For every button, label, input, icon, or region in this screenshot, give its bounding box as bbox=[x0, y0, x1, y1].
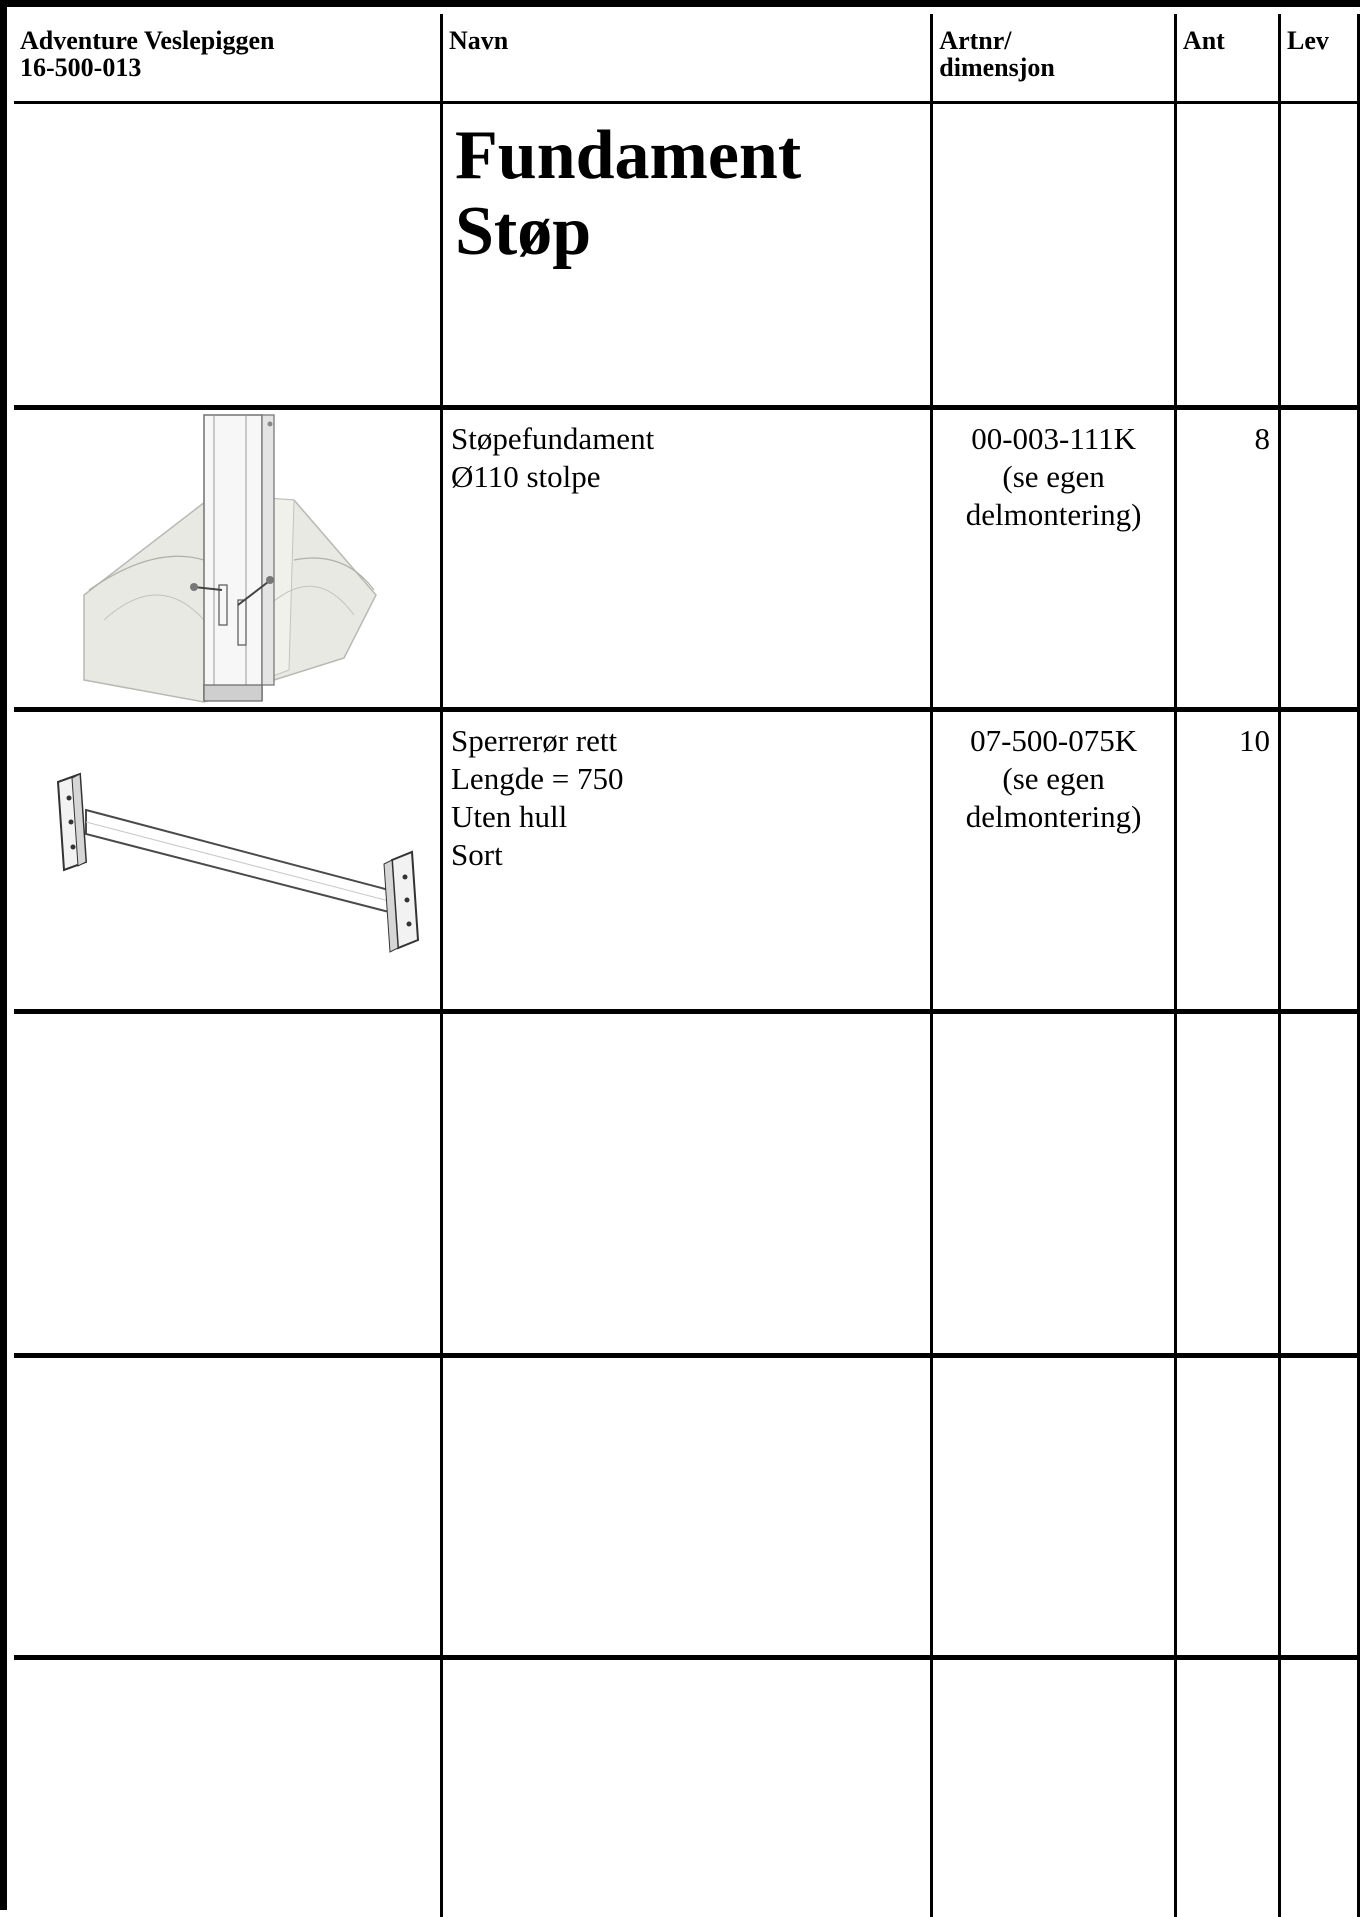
column-header-name: Navn bbox=[449, 26, 509, 55]
item-artnr-note: (se egen bbox=[1002, 760, 1105, 796]
section-title-cell bbox=[442, 102, 932, 407]
item-artnr-note: (se egen bbox=[1002, 458, 1105, 494]
empty-cell bbox=[932, 1355, 1176, 1657]
empty-cell bbox=[1279, 1355, 1358, 1657]
empty-cell bbox=[14, 1657, 442, 1917]
straight-rail-illustration bbox=[14, 712, 440, 1007]
section-title-row bbox=[14, 102, 1359, 407]
section-qty-cell bbox=[1175, 102, 1279, 407]
item-artnr-note: delmontering) bbox=[965, 496, 1142, 532]
item-qty-cell bbox=[1175, 709, 1279, 1011]
item-artnr-cell bbox=[932, 407, 1176, 709]
empty-cell bbox=[1175, 1355, 1279, 1657]
section-title-line2: Støp bbox=[455, 192, 592, 270]
item-name-cell bbox=[442, 709, 932, 1011]
item-delivered-cell bbox=[1279, 709, 1358, 1011]
item-artnr: 07-500-075K bbox=[970, 722, 1138, 758]
header-delivered-cell bbox=[1279, 14, 1358, 102]
item-name-line: Lengde = 750 bbox=[451, 760, 624, 796]
header-artnr-cell bbox=[932, 14, 1176, 102]
item-qty: 10 bbox=[1238, 722, 1270, 758]
item-name-line: Sperrerør rett bbox=[451, 722, 618, 758]
empty-cell bbox=[442, 1011, 932, 1355]
item-name-line: Støpefundament bbox=[451, 420, 655, 456]
item-image-cell bbox=[14, 709, 442, 1011]
empty-table-row bbox=[14, 1657, 1359, 1917]
empty-cell bbox=[1175, 1011, 1279, 1355]
item-name-cell bbox=[442, 407, 932, 709]
item-image-cell bbox=[14, 407, 442, 709]
table-row bbox=[14, 407, 1359, 709]
empty-cell bbox=[932, 1657, 1176, 1917]
parts-table bbox=[14, 14, 1360, 1917]
item-name-line: Sort bbox=[451, 836, 503, 872]
item-delivered-cell bbox=[1279, 407, 1358, 709]
empty-cell bbox=[1279, 1011, 1358, 1355]
table-header-row bbox=[14, 14, 1359, 102]
empty-cell bbox=[442, 1355, 932, 1657]
section-title-line1: Fundament bbox=[455, 116, 802, 194]
item-name-line: Uten hull bbox=[451, 798, 568, 834]
empty-table-row bbox=[14, 1355, 1359, 1657]
column-header-qty: Ant bbox=[1182, 26, 1225, 55]
cast-foundation-illustration bbox=[14, 410, 440, 705]
column-header-artnr: Artnr/ bbox=[939, 26, 1012, 55]
empty-table-row bbox=[14, 1011, 1359, 1355]
item-name-line: Ø110 stolpe bbox=[451, 458, 601, 494]
product-number: 16-500-013 bbox=[20, 53, 142, 82]
section-image-cell bbox=[14, 102, 442, 407]
empty-cell bbox=[14, 1355, 442, 1657]
item-artnr-cell bbox=[932, 709, 1176, 1011]
section-delivered-cell bbox=[1279, 102, 1358, 407]
item-qty-cell bbox=[1175, 407, 1279, 709]
item-qty: 8 bbox=[1254, 420, 1270, 456]
product-name: Adventure Veslepiggen bbox=[20, 26, 275, 55]
column-header-dimension: dimensjon bbox=[939, 53, 1055, 82]
empty-cell bbox=[932, 1011, 1176, 1355]
empty-cell bbox=[14, 1011, 442, 1355]
header-qty-cell bbox=[1175, 14, 1279, 102]
empty-cell bbox=[1279, 1657, 1358, 1917]
table-row bbox=[14, 709, 1359, 1011]
section-artnr-cell bbox=[932, 102, 1176, 407]
empty-cell bbox=[442, 1657, 932, 1917]
header-name-cell bbox=[442, 14, 932, 102]
item-artnr-note: delmontering) bbox=[965, 798, 1142, 834]
item-artnr: 00-003-111K bbox=[971, 420, 1136, 456]
empty-cell bbox=[1175, 1657, 1279, 1917]
header-product-cell bbox=[14, 14, 442, 102]
column-header-delivered: Lev bbox=[1286, 26, 1329, 55]
